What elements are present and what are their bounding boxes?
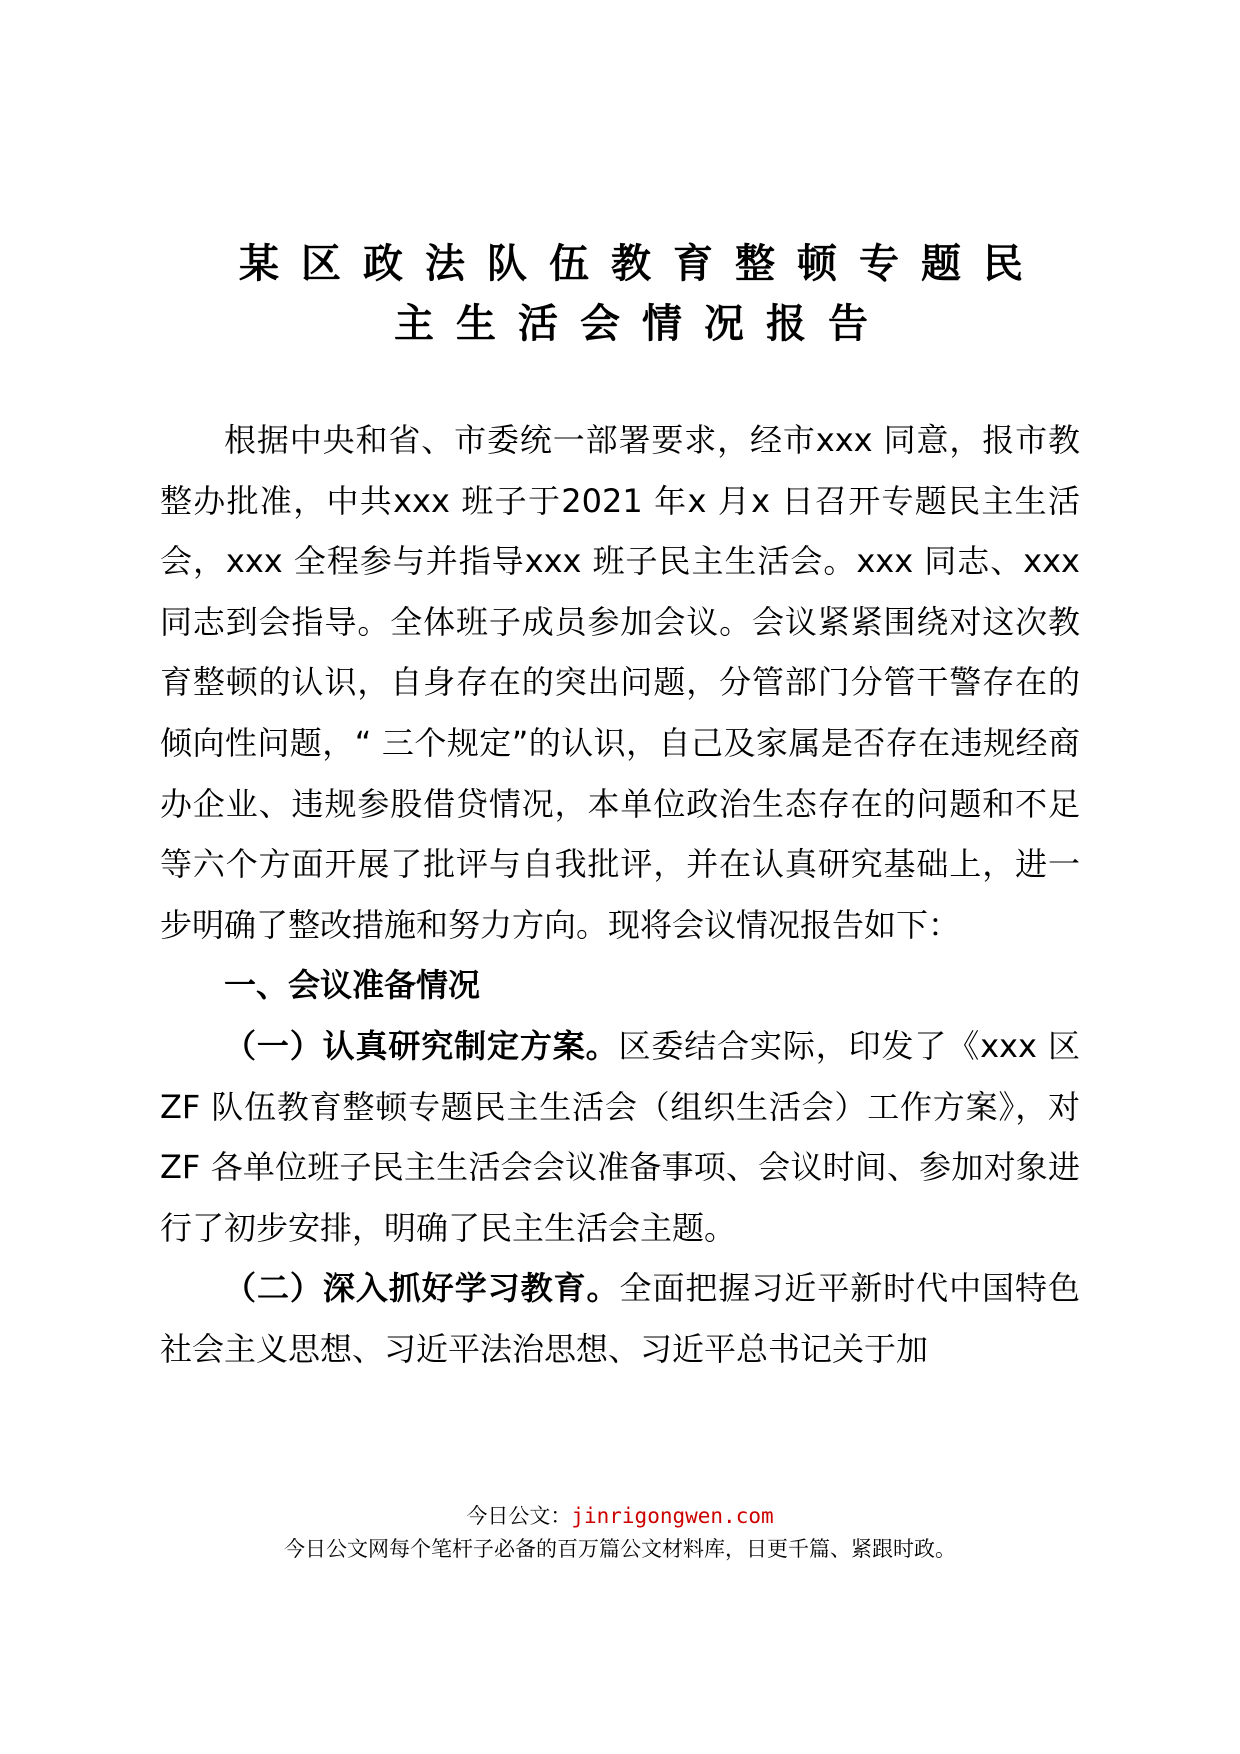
intro-paragraph: 根据中央和省、市委统一部署要求，经市xxx 同意，报市教整办批准，中共xxx 班子于2021 年x 月x 日召开专题民主生活会，xxx 全程参与并指导xxx 班子民主生活会。xxx 同志、xxx 同志到会指导。全体班子成员参加会议。会议紧紧围绕对这次教育整顿的认识，自身存在的突出问题，分管部门分管干警存在的倾向性问题，“ 三个规定”的认识，自己及家属是否存在违规经商办企业、违规参股借贷情况，本单位政治生态存在的问题和不足等六个方面开展了批评与自我批评，并在认真研究基础上，进一步明确了整改措施和努力方向。现将会议情况报告如下： [160,421,1080,944]
item-paragraph-1 [160,1016,1080,1258]
item-1-lead: （一）认真研究制定方案。 [224,1026,619,1065]
item-2-lead: （二）深入抓好学习教育。 [224,1269,620,1308]
footer-site-link[interactable]: jinrigongwen.com [571,1504,774,1528]
item-paragraph-2 [160,1258,1080,1379]
document-title-line-1: 某区政法队伍教育整顿专题民 [239,241,1045,287]
item-2-text: 全面把握习近平新时代中国特色社会主义思想、习近平法治思想、习近平总书记关于加 [160,1269,1080,1368]
document-title-line-2: 主生活会情况报告 [394,301,890,347]
document-body [160,410,1080,1380]
footer-slogan: 今日公文网每个笔杆子必备的百万篇公文材料库，日更千篇、紧跟时政。 [284,1537,956,1561]
footer-site-label: 今日公文： [466,1504,572,1528]
footer-site-line [0,1500,1240,1530]
item-1-text: 区委结合实际，印发了《xxx 区ZF 队伍教育整顿专题民主生活会（组织生活会）工作方案》，对ZF 各单位班子民主生活会会议准备事项、会议时间、参加对象进行了初步安排，明确了民主生活会主题。 [160,1026,1080,1247]
section-heading-1: 一、会议准备情况 [224,966,481,1005]
